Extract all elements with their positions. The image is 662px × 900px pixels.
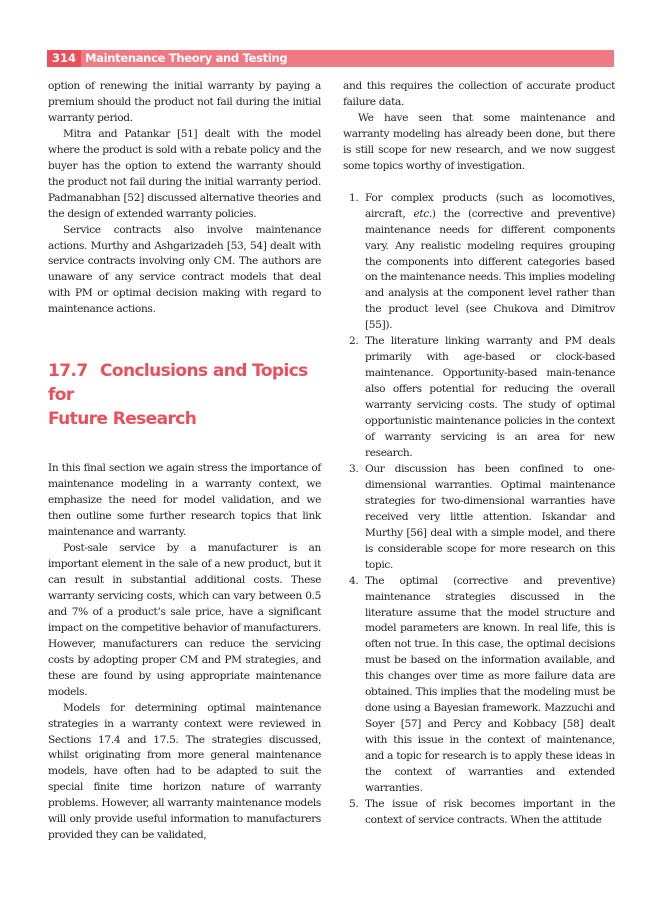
paragraph: In this final section we again stress the importance of maintenance modeling in a warranty context, we emphasize the need for model validation, and we then outline some further research topics that link maintenance and warranty.	[48, 462, 321, 539]
paragraph: We have seen that some maintenance and warranty modeling has already been done, but there is still scope for new research, and we now suggest some topics worthy of investigation.	[343, 111, 615, 172]
list-item-text: The optimal (corrective and preventive) maintenance strategies discussed in the literature assume that the model structure and model parameters are known. In real life, this is often not true. In this case, the optimal decisions must be based on the information available, and this changes over time as more failure data are obtained. This implies that the modeling must be done using a Bayesian framework. Mazzuchi and Soyer [57] and Percy and Kobbacy [58] dealt with this issue in the context of maintenance, and a topic for research is to apply these ideas in the context of warranties and extended warranties.	[365, 574, 615, 794]
section-title-line1: Conclusions and Topics for	[48, 361, 308, 406]
paragraph: Service contracts also involve maintenance actions. Murthy and Ashgarizadeh [53, 54] dealt with service contracts involving only CM. The authors are unaware of any service contract models that deal with PM or optimal decision making with regard to maintenance actions.	[48, 223, 321, 316]
research-topics-list	[343, 191, 615, 829]
section-heading	[48, 359, 321, 431]
list-item	[343, 462, 615, 574]
list-item	[343, 574, 615, 797]
paragraph: and this requires the collection of accurate product failure data.	[343, 80, 615, 108]
running-header	[47, 50, 614, 67]
list-item-number: 4.	[349, 574, 359, 587]
section-title-line2: Future Research	[48, 409, 197, 430]
list-item	[343, 797, 615, 829]
paragraph: Mitra and Patankar [51] dealt with the model where the product is sold with a rebate policy and the buyer has the option to extend the warranty should the product not fail during the initial warranty period. Padmanabhan [52] discussed alternative theories and the design of extended warranty policies.	[48, 127, 321, 220]
list-item-number: 3.	[349, 462, 359, 475]
section-number: 17.7	[48, 361, 88, 382]
running-title: Maintenance Theory and Testing	[85, 51, 288, 65]
list-item-text: The literature linking warranty and PM deals primarily with age-based or clock-based maintenance. Opportunity-based main-tenance also offers potential for reducing the overall warranty servicing costs. The study of optimal opportunistic maintenance policies in the context of warranty servicing is an area for new research.	[365, 335, 615, 459]
list-item-text: Our discussion has been confined to one-dimensional warranties. Optimal maintenance strategies for two-dimensional warranties have received very little attention. Iskandar and Murthy [56] deal with a simple model, and there is considerable scope for more research on this topic.	[365, 462, 615, 571]
left-column	[48, 79, 321, 844]
list-item-number: 2.	[349, 335, 359, 348]
list-item	[343, 191, 615, 335]
page-number: 314	[47, 50, 81, 67]
paragraph: Post-sale service by a manufacturer is an important element in the sale of a new product, but it can result in substantial additional costs. These warranty servicing costs, which can vary between 0.5 and 7% of a product’s sale price, have a significant impact on the competitive behavior of manufacturers. However, manufacturers can reduce the servicing costs by adopting proper CM and PM strategies, and these are found by using appropriate maintenance models.	[48, 542, 321, 698]
list-item-text: The issue of risk becomes important in the context of service contracts. When the attitude	[365, 797, 615, 826]
right-column	[343, 79, 615, 829]
list-item-number: 5.	[349, 797, 359, 810]
list-item-number: 1.	[349, 191, 359, 204]
paragraph: option of renewing the initial warranty by paying a premium should the product not fail during the initial warranty period.	[48, 80, 321, 124]
paragraph: Models for determining optimal maintenance strategies in a warranty context were reviewed in Sections 17.4 and 17.5. The strategies discussed, whilst originating from more general maintenance models, have often had to be adapted to suit the special finite time horizon nature of warranty problems. However, all warranty maintenance models will only provide useful information to manufacturers provided they can be validated,	[48, 701, 321, 842]
list-item	[343, 334, 615, 462]
list-item-text: For complex products (such as locomotives, aircraft, etc.) the (corrective and preventive) maintenance needs for different components vary. Any realistic modeling requires grouping the components into different categories based on the maintenance needs. This implies modeling and analysis at the component level rather than the product level (see Chukova and Dimitrov [55]).	[365, 191, 615, 332]
